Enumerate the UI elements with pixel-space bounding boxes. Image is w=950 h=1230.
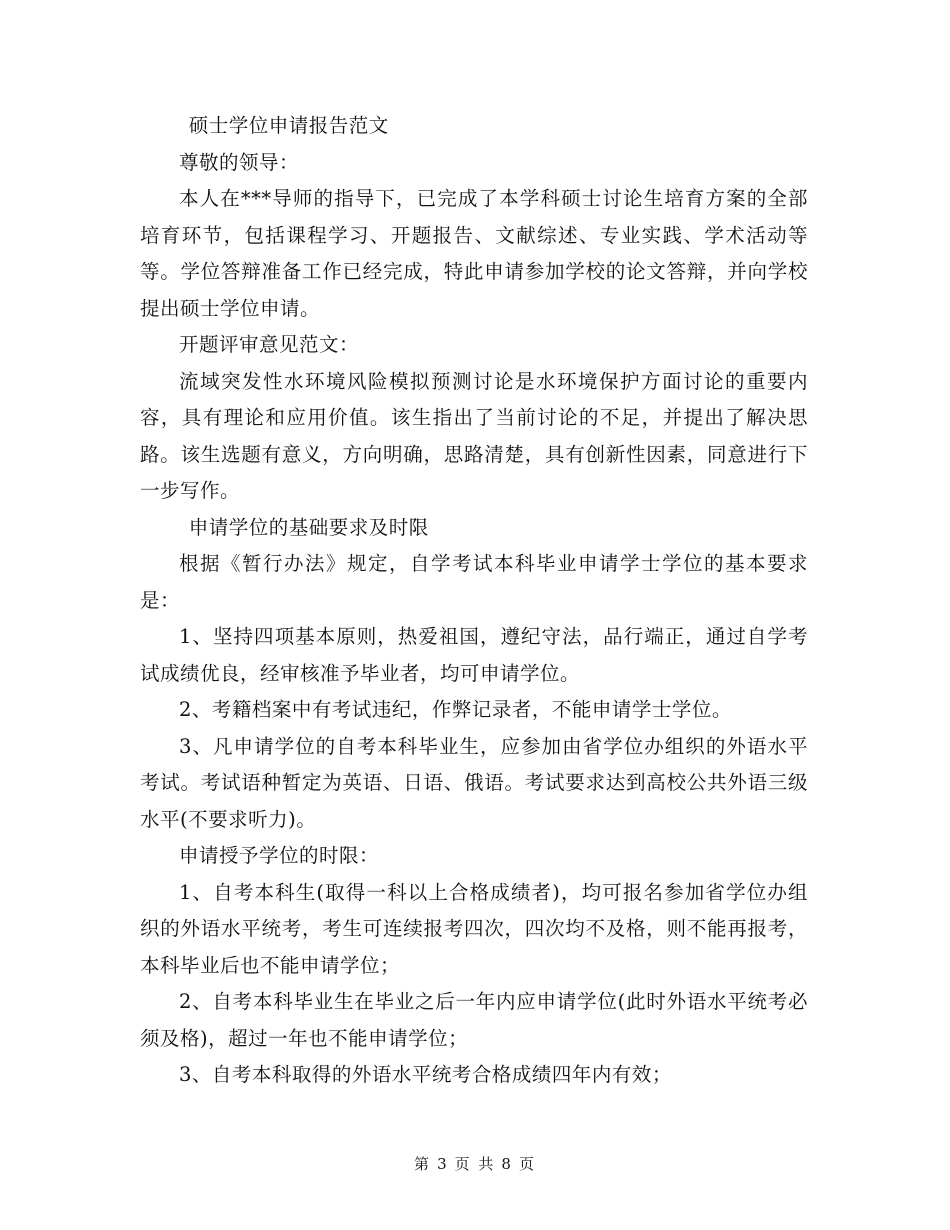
paragraph-requirements-intro: 根据《暂行办法》规定，自学考试本科毕业申请学士学位的基本要求是：: [140, 552, 808, 612]
paragraph-application-statement: 本人在***导师的指导下，已完成了本学科硕士讨论生培育方案的全部培育环节，包括课程学习、开题报告、文献综述、专业实践、学术活动等等。学位答辩准备工作已经完成，特此申请参加学校的论文答辩，并向学校提出硕士学位申请。: [140, 187, 808, 320]
paragraph-time-limit-2: 2、自考本科毕业生在毕业之后一年内应申请学位(此时外语水平统考必须及格)，超过一年也不能申请学位；: [140, 990, 808, 1050]
paragraph-requirement-2: 2、考籍档案中有考试违纪，作弊记录者，不能申请学士学位。: [179, 698, 732, 721]
paragraph-review-heading: 开题评审意见范文：: [179, 333, 360, 356]
page-footer: [0, 1153, 950, 1174]
document-title: 硕士学位申请报告范文: [188, 114, 389, 137]
paragraph-time-limit-1: 1、自考本科生(取得一科以上合格成绩者)，均可报名参加省学位办组织的外语水平统考，考生可连续报考四次，四次均不及格，则不能再报考，本科毕业后也不能申请学位；: [140, 880, 808, 977]
footer-page-number: 3: [437, 1155, 449, 1173]
footer-middle: 页 共: [454, 1155, 496, 1173]
footer-prefix: 第: [414, 1155, 432, 1173]
document-body: [140, 108, 808, 1094]
salutation: 尊敬的领导：: [179, 150, 300, 174]
paragraph-requirement-3: 3、凡申请学位的自考本科毕业生，应参加由省学位办组织的外语水平考试。考试语种暂定为英语、日语、俄语。考试要求达到高校公共外语三级水平(不要求听力)。: [140, 734, 808, 831]
paragraph-requirement-1: 1、坚持四项基本原则，热爱祖国，遵纪守法，品行端正，通过自学考试成绩优良，经审核准予毕业者，均可申请学位。: [140, 625, 808, 685]
paragraph-review-opinion: 流域突发性水环境风险模拟预测讨论是水环境保护方面讨论的重要内容，具有理论和应用价值。该生指出了当前讨论的不足，并提出了解决思路。该生选题有意义，方向明确，思路清楚，具有创新性因素，同意进行下一步写作。: [140, 369, 808, 502]
paragraph-time-limit-heading: 申请授予学位的时限：: [179, 844, 380, 867]
footer-suffix: 页: [518, 1155, 536, 1173]
footer-total-pages: 8: [501, 1155, 513, 1173]
section-heading-requirements: 申请学位的基础要求及时限: [188, 515, 429, 539]
paragraph-time-limit-3: 3、自考本科取得的外语水平统考合格成绩四年内有效；: [179, 1063, 672, 1086]
